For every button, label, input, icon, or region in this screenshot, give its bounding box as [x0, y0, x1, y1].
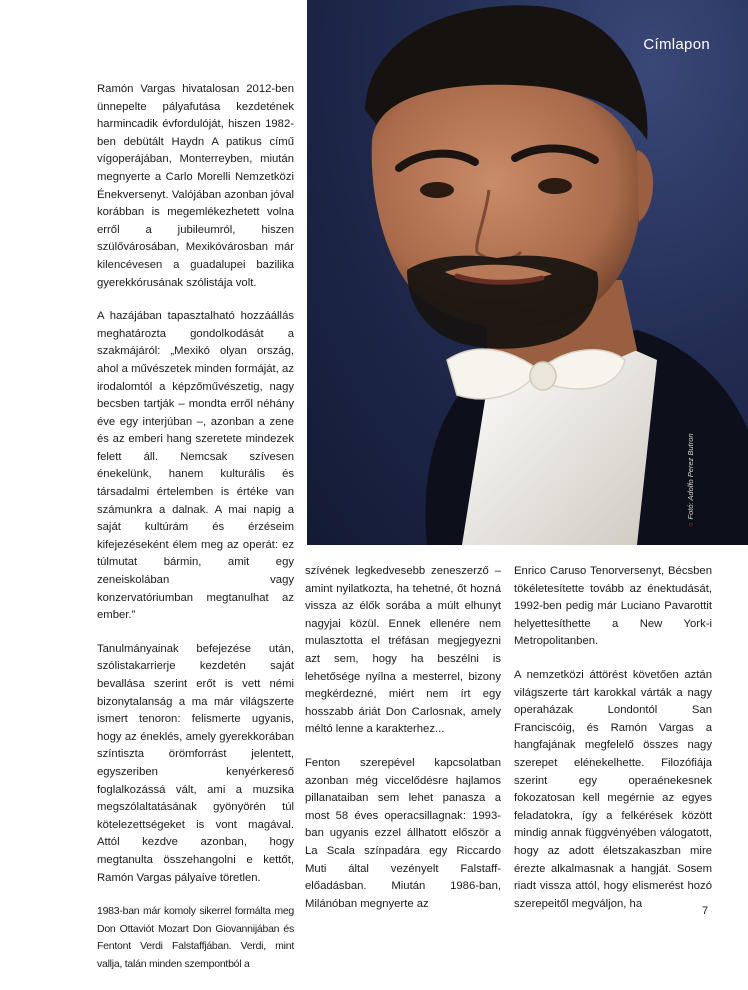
paragraph: Tanulmányainak befejezése után, szólistakarrierje kezdetén saját bevallása szerint erőt is vett némi bizonytalanság a ma már világszerte ismert tenoron: felismerte ugyanis, hogy az éneklés, amely gyerekkorában színtiszta örömforrást jelentett, egyszeriben kenyérkereső foglalkozássá vált, ami a muzsika megszólaltatásának gyönyörén túl kötelezettségeket is vont magával. Attól kezdve azonban, hogy megtanulta összehangolni e kettőt, Ramón Vargas pályaíve töretlen. — [97, 642, 294, 884]
paragraph: Fenton szerepével kapcsolatban azonban még viccelődésre hajlamos pillanataiban sem lehet panasza a most 58 éves operacsillagnak: 1993-ban ugyanis ezzel állhatott először a La Scala színpadára egy Riccardo Muti által vezényelt Falstaff-előadásban. Miután 1986-ban, Milánóban megnyerte az — [305, 756, 501, 910]
paragraph: szívének legkedvesebb zeneszerző – amint nyilatkozta, ha tehetné, őt hozná vissza az élők sorába a múlt elhunyt nagyjai közül. Ennek ellenére nem mulasztotta el tréfásan megjegyezni azt sem, hogy ha beszélni is lehetősége nyílna a mesterrel, bizony megkérdezné, miért nem írt egy hosszabb áriát Don Carlosnak, amely méltó lenne a karakterhez... — [305, 565, 501, 736]
paragraph: A hazájában tapasztalható hozzáállás meghatározta gondolkodását a szakmájáról: „Mexikó olyan ország, ahol a művészetek minden formáját, az irodalomtól a képzőművészetig, nagy becsben tartják – mondta erről néhány éve egy interjúban –, azonban a zene és az emberi hang szeretete mindezek felett áll. Nemcsak szívesen énekelünk, hanem kulturális és társadalmi értelemben is értéke van számunkra a dalnak. A mai napig a saját kultúrám és érzéseim kifejezéseként élem meg az operát: ez túlmutat bármin, amit egy zeneiskolában vagy konzervatóriumban megtanulhat az ember.” — [97, 310, 294, 622]
photo-credit — [686, 433, 695, 527]
article-column-middle — [305, 563, 501, 929]
paragraph: Enrico Caruso Tenorversenyt, Bécsben tökéletesítette tovább az énektudását, 1992-ben pedig már Luciano Pavarottit helyettesíthette a New York-i Metropolitanben. — [514, 565, 712, 648]
article-column-right — [514, 563, 712, 929]
photo-credit-text: Fotó: Adolfo Perez Butron — [686, 433, 695, 520]
paragraph: A nemzetközi áttörést követően aztán világszerte tárt karokkal várták a nagy operaházak Londontól San Franciscóig, és Ramón Vargas a hangfajának megfelelő összes nagy szerepet elénekelhette. Filozófiája szerint egy operaénekesnek fokozatosan kell megérnie az egyes feladatokra, így a felkérések között mindig annak függvényében válogatott, hogy az adott életszakaszban mire érezte alkalmasnak a hangját. Sosem riadt vissza attól, hogy elismerést hozó szerepeitől megváljon, ha — [514, 668, 712, 910]
cover-photo — [307, 0, 748, 545]
article-column-left — [97, 81, 294, 990]
paragraph: Ramón Vargas hivatalosan 2012-ben ünnepelte pályafutása kezdetének harmincadik évfordulóját, hiszen 1982-ben debütált Haydn A patikus című vígoperájában, Monterreyben, miután megnyerte a Carlo Morelli Nemzetközi Énekversenyt. Valójában azonban jóval korábban is megemlékezhetett volna erről a jubileumról, hiszen szülővárosában, Mexikóvárosban már kilencévesen a guadalupei bazilika gyerekkórusának szólistája volt. — [97, 83, 294, 289]
portrait-illustration — [307, 0, 748, 545]
credit-circle-icon: ○ — [686, 522, 695, 527]
page-number: 7 — [702, 905, 709, 917]
section-label: Címlapon — [643, 36, 710, 53]
paragraph: 1983-ban már komoly sikerrel formálta meg Don Ottaviót Mozart Don Giovannijában és Fentont Verdi Falstaffjában. Verdi, mint vallja, talán minden szempontból a — [97, 905, 294, 970]
